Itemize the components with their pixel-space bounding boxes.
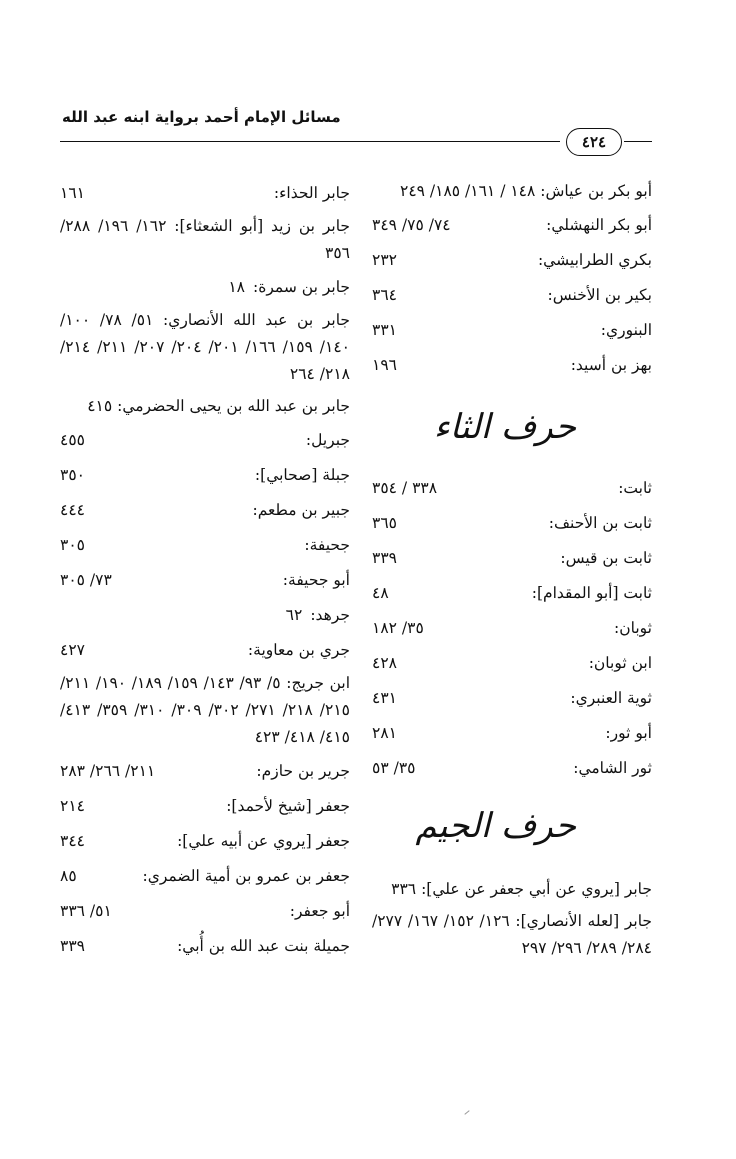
section-title: حرف الثاء — [433, 407, 576, 447]
index-entry — [60, 460, 350, 490]
index-entry — [60, 393, 350, 420]
entry-name: أبو جحيفة: — [282, 571, 350, 589]
entry-pages: ١٨ — [228, 278, 246, 296]
left-column — [60, 178, 350, 966]
index-entry — [60, 213, 350, 267]
entry-name: بهز بن أسيد: — [570, 356, 652, 374]
index-entry — [60, 425, 350, 455]
index-entry — [372, 683, 652, 713]
entry-name: ابن ثوبان: — [588, 654, 652, 672]
index-entry — [60, 495, 350, 525]
index-entry — [372, 508, 652, 538]
entry-text: جابر بن زيد [أبو الشعثاء]: ١٦٢/ ١٩٦/ ٢٨٨/ ٣٥٦ — [60, 217, 350, 262]
index-entry — [372, 350, 652, 380]
entry-name: ثور الشامي: — [573, 759, 652, 777]
entry-name: بكري الطرابيشي: — [537, 251, 652, 269]
entry-name: ثابت بن قيس: — [560, 549, 652, 567]
entry-name: ثابت: — [618, 479, 652, 497]
index-entry — [60, 931, 350, 961]
entry-text: جابر بن عبد الله الأنصاري: ٥١/ ٧٨/ ١٠٠/ ١٤٠/ ١٥٩/ ١٦٦/ ٢٠١/ ٢٠٤/ ٢٠٧/ ٢١١/ ٢١٤/ ٢١٨/ ٢٦٤ — [60, 311, 350, 383]
index-entry — [60, 530, 350, 560]
index-entry — [60, 756, 350, 786]
index-entry — [372, 908, 652, 962]
section-heading — [372, 788, 652, 876]
entry-name: ثابت بن الأحنف: — [548, 514, 652, 532]
index-entry — [372, 280, 652, 310]
index-entry — [60, 272, 350, 302]
index-entry — [372, 753, 652, 783]
index-entry — [60, 635, 350, 665]
entry-name: جرير بن حازم: — [256, 762, 350, 780]
entry-pages: ٢٣٢ — [372, 251, 397, 269]
index-entry — [60, 791, 350, 821]
entry-name: جميلة بنت عبد الله بن أُبي: — [177, 937, 350, 955]
entry-name: جرهد: — [310, 606, 350, 624]
entry-pages: ٤٥٥ — [60, 431, 85, 449]
index-entry — [372, 210, 652, 240]
index-entry — [372, 178, 652, 205]
entry-name: جبلة [صحابي]: — [254, 466, 350, 484]
index-entry — [60, 896, 350, 926]
index-entry — [372, 718, 652, 748]
entry-pages: ١٦١ — [60, 184, 85, 202]
entry-pages: ٢١٤ — [60, 797, 85, 815]
entry-name: جري بن معاوية: — [247, 641, 350, 659]
entry-text: جابر [يروي عن أبي جعفر عن علي]: ٣٣٦ — [391, 880, 652, 898]
entry-pages: ٣٣٩ — [372, 549, 397, 567]
index-entry — [372, 543, 652, 573]
entry-name: جعفر [يروي عن أبيه علي]: — [177, 832, 350, 850]
entry-name: ثوبان: — [614, 619, 652, 637]
entry-text: أبو بكر بن عياش: ١٤٨ / ١٦١/ ١٨٥/ ٢٤٩ — [400, 182, 652, 200]
entry-name: جحيفة: — [304, 536, 350, 554]
entry-pages: ٢١١/ ٢٦٦/ ٢٨٣ — [60, 762, 156, 780]
index-entry — [372, 473, 652, 503]
entry-name: أبو بكر النهشلي: — [546, 216, 652, 234]
section-title: حرف الجيم — [415, 806, 576, 846]
entry-name: بكير بن الأخنس: — [547, 286, 652, 304]
entry-pages: ٣٤٤ — [60, 832, 85, 850]
entry-pages: ١٩٦ — [372, 356, 397, 374]
entry-pages: ٥١/ ٣٣٦ — [60, 902, 112, 920]
entry-text: جابر [لعله الأنصاري]: ١٢٦/ ١٥٢/ ١٦٧/ ٢٧٧/ ٢٨٤/ ٢٨٩/ ٢٩٦/ ٢٩٧ — [372, 912, 653, 957]
right-column — [372, 178, 652, 967]
entry-name: جابر بن سمرة: — [253, 278, 350, 296]
entry-pages: ٣٥٠ — [60, 466, 85, 484]
entry-pages: ٨٥ — [60, 867, 77, 885]
section-heading — [372, 385, 652, 473]
entry-name: ثابت [أبو المقدام]: — [531, 584, 652, 602]
entry-pages: ٣٥/ ١٨٢ — [372, 619, 424, 637]
entry-name: جعفر [شيخ لأحمد]: — [226, 797, 350, 815]
book-title: مسائل الإمام أحمد برواية ابنه عبد الله — [62, 108, 341, 126]
entry-name: ثوية العنبري: — [570, 689, 652, 707]
stray-mark — [464, 1110, 469, 1115]
entry-pages: ٧٤/ ٧٥/ ٣٤٩ — [372, 216, 451, 234]
index-entry — [372, 648, 652, 678]
entry-name: أبو جعفر: — [289, 902, 350, 920]
entry-name: جبير بن مطعم: — [252, 501, 350, 519]
index-entry — [372, 578, 652, 608]
entry-name: جبريل: — [305, 431, 350, 449]
entry-pages: ٣٥/ ٥٣ — [372, 759, 416, 777]
entry-pages: ٣٣٩ — [60, 937, 85, 955]
entry-text: جابر بن عبد الله بن يحيى الحضرمي: ٤١٥ — [87, 397, 350, 415]
entry-pages: ٤٤٤ — [60, 501, 85, 519]
entry-name: جابر الحذاء: — [273, 184, 350, 202]
entry-name: جعفر بن عمرو بن أمية الضمري: — [142, 867, 350, 885]
entry-pages: ٣٦٤ — [372, 286, 397, 304]
index-entry — [60, 565, 350, 595]
entry-pages: ٣٦٥ — [372, 514, 397, 532]
entry-pages: ٤٢٧ — [60, 641, 85, 659]
entry-pages: ٣٣١ — [372, 321, 397, 339]
page-number: ٤٢٤ — [566, 128, 622, 156]
entry-pages: ٢٨١ — [372, 724, 397, 742]
entry-pages: ٤٨ — [372, 584, 389, 602]
index-entry — [372, 315, 652, 345]
entry-pages: ٤٣١ — [372, 689, 397, 707]
index-entry — [372, 876, 652, 903]
index-entry — [60, 600, 350, 630]
index-entry — [60, 861, 350, 891]
index-entry — [60, 307, 350, 388]
index-entry — [372, 245, 652, 275]
index-entry — [60, 826, 350, 856]
entry-pages: ٤٢٨ — [372, 654, 397, 672]
index-entry — [60, 670, 350, 751]
index-entry — [60, 178, 350, 208]
entry-name: البنوري: — [600, 321, 652, 339]
entry-name: أبو ثور: — [605, 724, 652, 742]
entry-text: ابن جريج: ٥/ ٩٣/ ١٤٣/ ١٥٩/ ١٨٩/ ١٩٠/ ٢١١/ ٢١٥/ ٢١٨/ ٢٧١/ ٣٠٢/ ٣٠٩/ ٣١٠/ ٣٥٩/ ٤١٣/ ٤١٥/ ٤١٨/ ٤٢٣ — [60, 674, 351, 746]
index-entry — [372, 613, 652, 643]
entry-pages: ٣٣٨ / ٣٥٤ — [372, 479, 438, 497]
entry-pages: ٦٢ — [285, 606, 303, 624]
entry-pages: ٧٣/ ٣٠٥ — [60, 571, 112, 589]
entry-pages: ٣٠٥ — [60, 536, 85, 554]
